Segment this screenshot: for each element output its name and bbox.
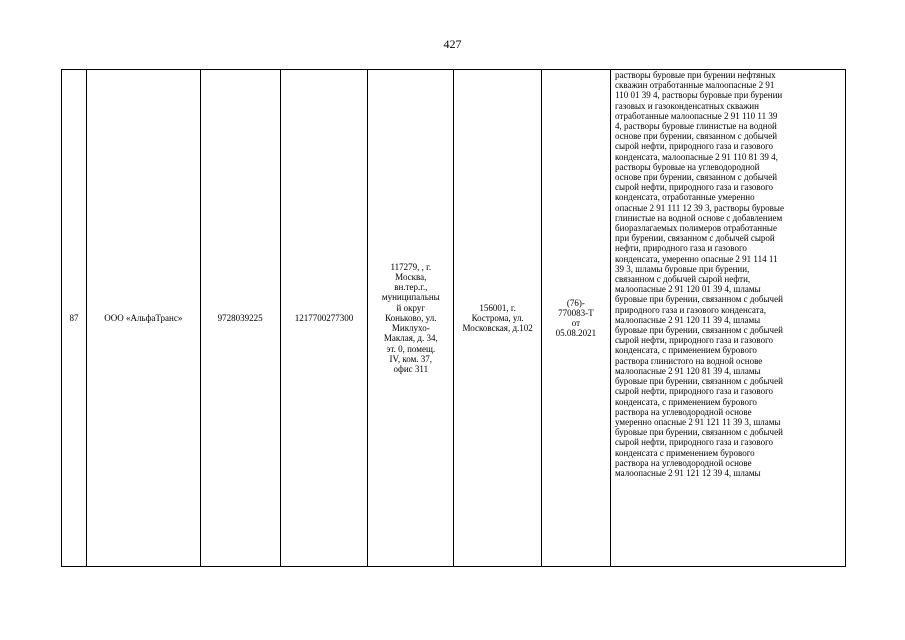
waste-line: отработанные малоопасные 2 91 110 11 39 (615, 110, 778, 121)
legal-address-cell: 117279, , г. Москва, вн.тер.г., муниципальны й округ Коньково, ул. Миклухо- Маклая, д. 34, эт. 0, помещ. IV, ком. 37, офис 311 (368, 70, 454, 567)
waste-line: скважин отработанные малоопасные 2 91 (615, 80, 775, 91)
waste-line: нефти, природного газа и газового (615, 243, 747, 254)
waste-line: сырой нефти, природного газа и газового (615, 437, 774, 448)
waste-line: основе при бурении, связанном с добычей (615, 131, 778, 142)
waste-line: конденсата, малоопасные 2 91 110 81 39 4, (615, 151, 778, 162)
page-number: 427 (443, 37, 462, 51)
waste-line: малоопасные 2 91 120 81 39 4, шламы (615, 365, 761, 376)
organization-name-cell: ООО «АльфаТранс» (87, 70, 200, 567)
activity-address-cell: 156001, г. Кострома, ул. Московская, д.102 (454, 70, 541, 567)
row-index-cell: 87 (62, 70, 87, 567)
license-cell: (76)- 770083-Т от 05.08.2021 (541, 70, 610, 567)
waste-line: умеренно опасные 2 91 121 11 39 3, шламы (615, 416, 781, 427)
waste-line: раствора глинистого на водной основе (615, 355, 763, 366)
waste-line: раствора на углеводородной основе (615, 457, 752, 468)
waste-line: при бурении, связанном с добычей сырой (615, 233, 775, 244)
waste-line: растворы буровые при бурении нефтяных (615, 70, 776, 80)
waste-line: 4, растворы буровые глинистые на водной (615, 121, 777, 132)
waste-line: глинистые на водной основе с добавлением (615, 212, 783, 223)
waste-types-cell (611, 70, 846, 567)
waste-line: опасные 2 91 111 12 39 3, растворы буровые (615, 202, 784, 213)
waste-line: раствора на углеводородной основе (615, 406, 752, 417)
waste-line: конденсата, отработанные умеренно (615, 192, 755, 203)
waste-line: конденсата, умеренно опасные 2 91 114 11 (615, 253, 778, 264)
waste-line: 39 3, шламы буровые при бурении, (615, 263, 750, 274)
waste-line: газовых и газоконденсатных скважин (615, 100, 759, 111)
waste-line: природного газа и газового конденсата, (615, 304, 766, 315)
waste-line: малоопасные 2 91 120 11 39 4, шламы (615, 314, 761, 325)
waste-line: сырой нефти, природного газа и газового (615, 182, 774, 193)
waste-line: растворы буровые на углеводородной (615, 161, 760, 172)
waste-line: сырой нефти, природного газа и газового (615, 386, 774, 397)
waste-line: биоразлагаемых полимеров отработанные (615, 223, 777, 234)
table-row (62, 70, 846, 567)
waste-line: буровые при бурении, связанном с добычей (615, 294, 783, 305)
inn-cell: 9728039225 (200, 70, 280, 567)
waste-line: конденсата, с применением бурового (615, 345, 757, 356)
waste-line: буровые при бурении, связанном с добычей (615, 427, 783, 438)
waste-line: малоопасные 2 91 120 01 39 4, шламы (615, 284, 761, 295)
waste-line: буровые при бурении, связанном с добычей (615, 325, 783, 336)
ogrn-cell: 1217700277300 (280, 70, 367, 567)
registry-table (61, 69, 846, 567)
waste-line: сырой нефти, природного газа и газового (615, 335, 774, 346)
waste-line: конденсата, с применением бурового (615, 396, 757, 407)
waste-line: 110 01 39 4, растворы буровые при бурении (615, 90, 783, 101)
waste-line: малоопасные 2 91 121 12 39 4, шламы (615, 467, 761, 478)
waste-line: конденсата с применением бурового (615, 447, 755, 458)
waste-line: сырой нефти, природного газа и газового (615, 141, 774, 152)
waste-line: связанном с добычей сырой нефти, (615, 274, 751, 285)
waste-line: основе при бурении, связанном с добычей (615, 172, 778, 183)
waste-line: буровые при бурении, связанном с добычей (615, 376, 783, 387)
